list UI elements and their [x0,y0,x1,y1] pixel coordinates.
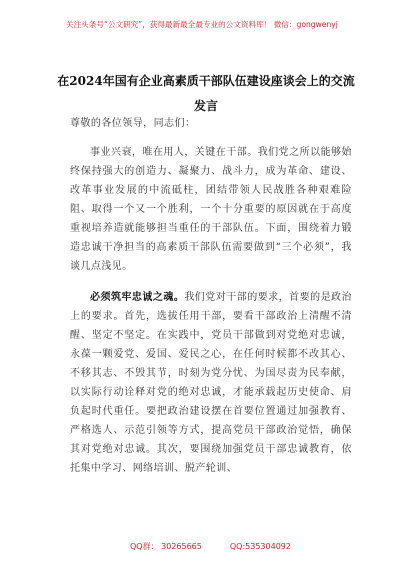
document-title: 在2024年国有企业高素质干部队伍建设座谈会上的交流发言 [57,74,355,113]
footer-qq-number: QQ:535304092 [229,542,291,551]
paragraph-2 [70,288,352,478]
footer-contact [130,541,300,553]
footer-qq-group: QQ群： 30265665 [130,542,202,551]
paragraph-2-text: 我们党对干部的要求，首要的是政治上的要求。首先，选拔任用干部，要看干部政治上清醒不清醒、坚定不坚定。在实践中，党员干部做到对党绝对忠诚，永葆一颗爱党、爱国、爱民之心，在任何时候都不改其心、不移其志、不毁其节，时刻为党分忧、为国尽责为民奉献，以实际行动诠释对党的绝对忠诚，才能承载起历史使命、肩负起时代重任。要把政治建设摆在首要位置通过加强教育、严格选人、示范引领等方式，提高党员干部政治觉悟，确保其对党绝对忠诚。其次，要围绕加强党员干部忠诚教育，依托集中学习、网络培训、脱产轮训、 [70,292,352,474]
greeting-line: 尊敬的各位领导，同志们： [70,118,196,129]
paragraph-2-lead: 必须筑牢忠诚之魂。 [90,292,185,303]
paragraph-1-text: 事业兴衰，唯在用人，关键在干部。我们党之所以能够始终保持强大的创造力、凝聚力、战斗力，成为革命、建设、改革事业发展的中流砥柱，团结带领人民战胜各种艰难险阻、取得一个又一个胜利，一个十分重要的原因就在于高度重视培养造就能够担当重任的干部队伍。下面，围绕着力锻造忠诚干净担当的高素质干部队伍需要做到“三个必须”，我谈几点浅见。 [70,147,352,272]
document-body [70,114,352,490]
header-promo-note: 关注头条号“公文研究”，获得最新最全最专业的公文资料库！ 微信：gongwenyj [66,20,338,29]
paragraph-1 [70,143,352,276]
